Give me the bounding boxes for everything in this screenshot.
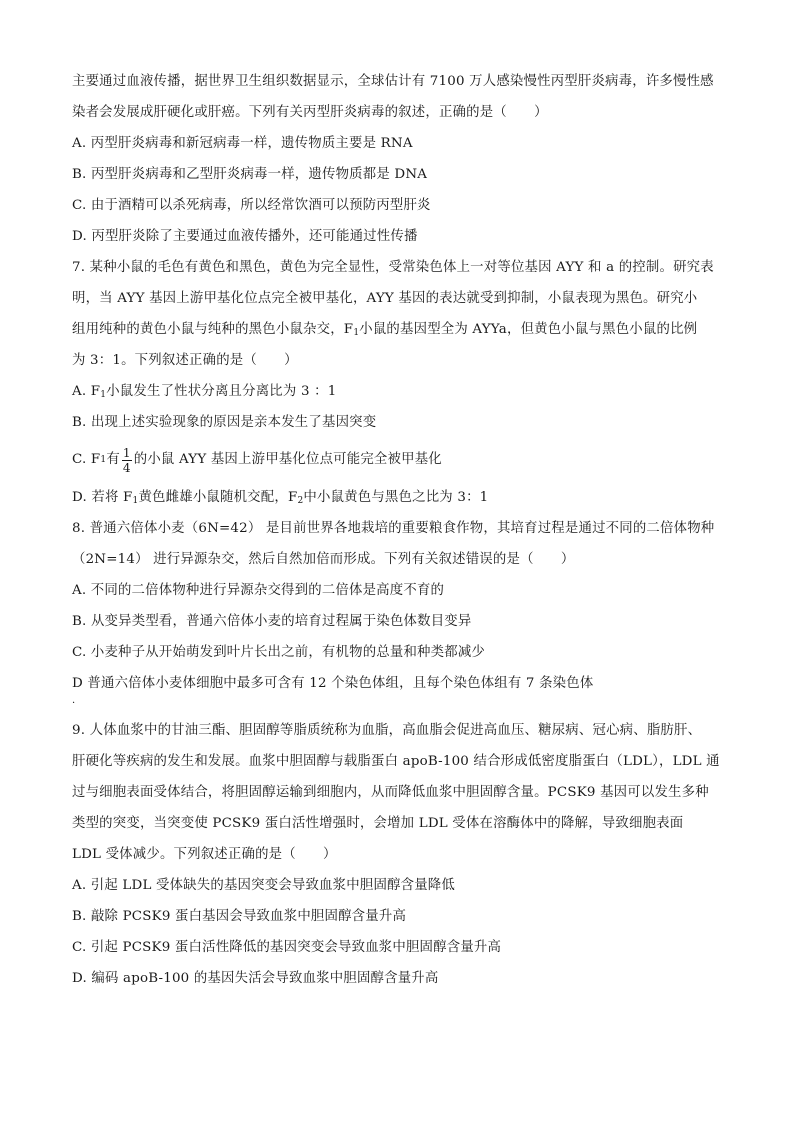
q8-option-a[interactable]: A. 不同的二倍体物种进行异源杂交得到的二倍体是高度不育的 <box>72 583 445 598</box>
q8-stem-line-1: 8. 普通六倍体小麦（6N=42） 是目前世界各地栽培的重要粮食作物，其培育过程是通过不同的二倍体物种 <box>72 521 715 536</box>
q7-option-a-text-b: 小鼠发生了性状分离且分离比为 3 ：1 <box>106 384 337 399</box>
q7-option-d[interactable] <box>72 482 722 513</box>
q7-option-d-text-b: 黄色雌雄小鼠随机交配，F <box>138 490 298 505</box>
q7-option-a-subscript: 1 <box>100 390 107 400</box>
q9-option-a[interactable]: A. 引起 LDL 受体缺失的基因突变会导致血浆中胆固醇含量降低 <box>72 878 455 893</box>
q7-option-d-subscript-1: 1 <box>132 496 139 506</box>
q9-stem-line-1: 9. 人体血浆中的甘油三酯、胆固醇等脂质统称为血脂，高血脂会促进高血压、糖尿病、冠心病、脂肪肝、 <box>72 723 702 738</box>
q7-option-a[interactable] <box>72 376 722 407</box>
q6-option-b[interactable]: B. 丙型肝炎病毒和乙型肝炎病毒一样，遗传物质都是 DNA <box>72 167 428 182</box>
q7-stem-line-1: 7. 某种小鼠的毛色有黄色和黑色，黄色为完全显性，受常染色体上一对等位基因 AYY 和 a 的控制。研究表 <box>72 260 714 275</box>
q8-option-d[interactable]: D 普通六倍体小麦体细胞中最多可含有 12 个染色体组，且每个染色体组有 7 条染色体 <box>72 676 594 691</box>
q8-option-c[interactable]: C. 小麦种子从开始萌发到叶片长出之前，有机物的总量和种类都减少 <box>72 645 486 660</box>
q6-stem-line-1: 主要通过血液传播，据世界卫生组织数据显示，全球估计有 7100 万人感染慢性丙型肝炎病毒，许多慢性感 <box>72 74 714 89</box>
q7-option-d-subscript-2: 2 <box>297 496 304 506</box>
q7-option-a-text-a: A. F <box>72 384 101 399</box>
exam-page <box>72 66 722 994</box>
question-6 <box>72 66 722 252</box>
q9-option-c[interactable]: C. 引起 PCSK9 蛋白活性降低的基因突变会导致血浆中胆固醇含量升高 <box>72 940 502 955</box>
q7-stem-line-3-text-b: 小鼠的基因型全为 AYYa，但黄色小鼠与黑色小鼠的比例 <box>359 322 698 337</box>
q9-stem-line-3: 过与细胞表面受体结合，将胆固醇运输到细胞内，从而降低血浆中胆固醇含量。PCSK9 基因可以发生多种 <box>72 785 709 800</box>
q7-option-d-text-c: 中小鼠黄色与黑色之比为 3：1 <box>303 490 489 505</box>
stray-dot-mark: · <box>72 698 76 709</box>
q9-option-d[interactable]: D. 编码 apoB-100 的基因失活会导致血浆中胆固醇含量升高 <box>72 971 439 986</box>
q7-option-b[interactable]: B. 出现上述实验现象的原因是亲本发生了基因突变 <box>72 415 377 430</box>
question-8 <box>72 513 722 711</box>
q7-stem-line-4: 为 3：1。下列叙述正确的是（ ） <box>72 353 298 368</box>
q9-option-b[interactable]: B. 敲除 PCSK9 蛋白基因会导致血浆中胆固醇含量升高 <box>72 909 407 924</box>
q6-option-a[interactable]: A. 丙型肝炎病毒和新冠病毒一样，遗传物质主要是 RNA <box>72 136 413 151</box>
q7-option-d-text-a: D. 若将 F <box>72 490 133 505</box>
q6-option-c[interactable]: C. 由于酒精可以杀死病毒，所以经常饮酒可以预防丙型肝炎 <box>72 198 431 213</box>
q8-stem-line-2: （2N=14） 进行异源杂交，然后自然加倍而形成。下列有关叙述错误的是（ ） <box>72 552 575 567</box>
fraction-numerator: 1 <box>122 445 131 460</box>
q6-stem-line-2: 染者会发展成肝硬化或肝癌。下列有关丙型肝炎病毒的叙述，正确的是（ ） <box>72 105 548 120</box>
q8-option-b[interactable]: B. 从变异类型看，普通六倍体小麦的培育过程属于染色体数目变异 <box>72 614 472 629</box>
q9-stem-line-2: 肝硬化等疾病的发生和发展。血浆中胆固醇与载脂蛋白 apoB-100 结合形成低密度脂蛋白（LDL），LDL 通 <box>72 754 720 769</box>
fraction-denominator: 4 <box>122 460 131 475</box>
q9-stem-line-5: LDL 受体减少。下列叙述正确的是（ ） <box>72 847 337 862</box>
q7-option-c[interactable] <box>72 438 722 482</box>
q7-stem-line-3-text-a: 组用纯种的黄色小鼠与纯种的黑色小鼠杂交，F <box>72 322 354 337</box>
q7-stem-line-3 <box>72 314 722 345</box>
q7-option-c-subscript: 1 <box>100 455 107 465</box>
q7-option-c-text-b: 的小鼠 AYY 基因上游甲基化位点可能完全被甲基化 <box>133 452 442 467</box>
question-7 <box>72 252 722 513</box>
one-quarter-fraction <box>122 446 132 475</box>
q7-stem-line-2: 明，当 AYY 基因上游甲基化位点完全被甲基化，AYY 基因的表达就受到抑制，小鼠表现为黑色。研究小 <box>72 291 698 306</box>
question-9 <box>72 715 722 994</box>
q6-option-d[interactable]: D. 丙型肝炎除了主要通过血液传播外，还可能通过性传播 <box>72 229 418 244</box>
q7-option-c-text-a: C. F <box>72 452 101 467</box>
q7-stem-line-3-subscript: 1 <box>353 328 360 338</box>
q9-stem-line-4: 类型的突变，当突变使 PCSK9 蛋白活性增强时，会增加 LDL 受体在溶酶体中的降解，导致细胞表面 <box>72 816 684 831</box>
q7-option-c-text-mid: 有 <box>106 452 120 467</box>
